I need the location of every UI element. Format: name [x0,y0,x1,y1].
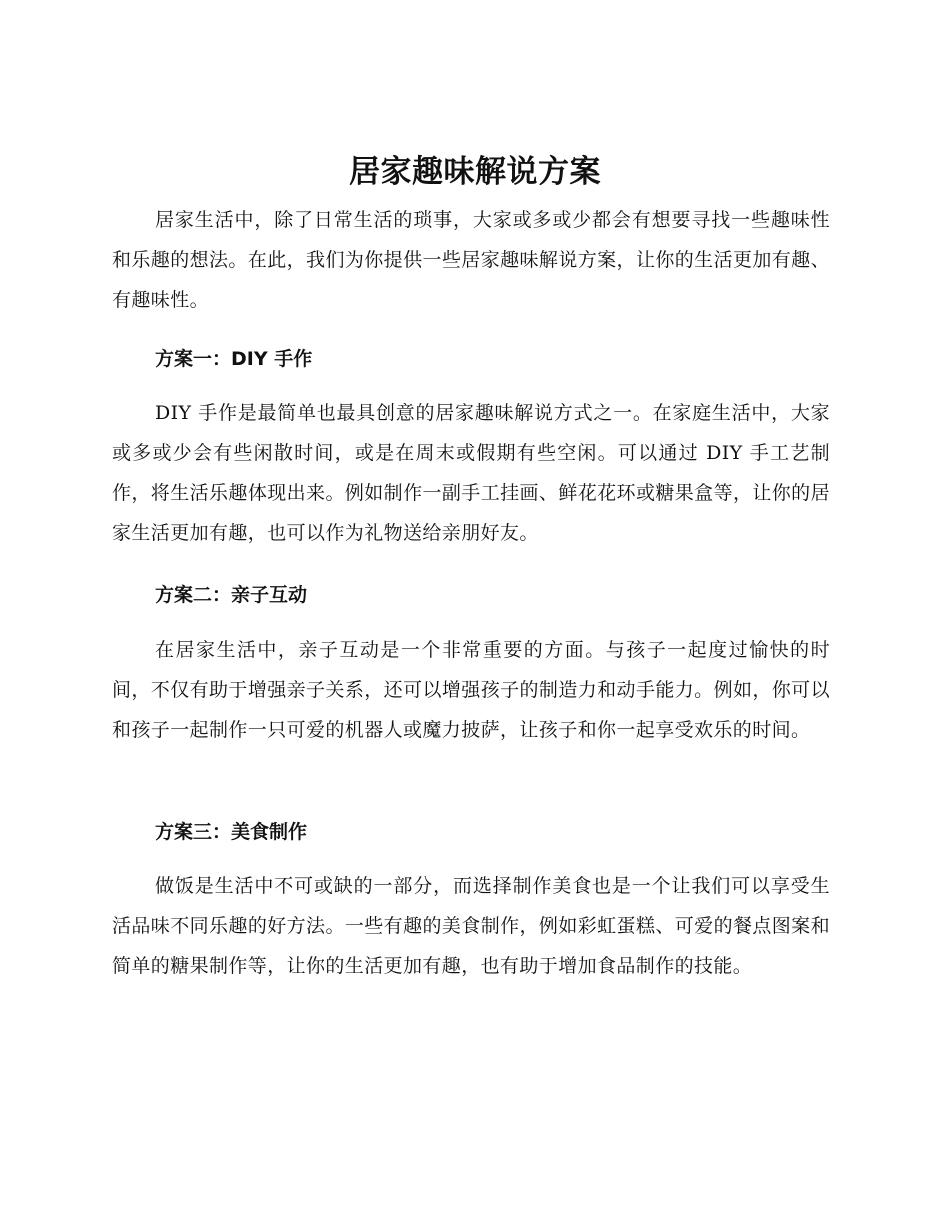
section-heading-parent-child: 方案二：亲子互动 [155,584,308,606]
section-body-diy: DIY 手作是最简单也最具创意的居家趣味解说方式之一。在家庭生活中，大家或多或少会有些闲散时间，或是在周末或假期有些空闲。可以通过 DIY 手工艺制作，将生活乐趣体现出来。例如制作一副手工挂画、鲜花花环或糖果盒等，让你的居家生活更加有趣，也可以作为礼物送给亲朋好友。 [112,402,830,544]
section-heading-diy: 方案一：DIY 手作 [155,348,313,370]
document-title: 居家趣味解说方案 [349,154,601,190]
section-heading-cooking: 方案三：美食制作 [155,821,308,843]
section-body-parent-child: 在居家生活中，亲子互动是一个非常重要的方面。与孩子一起度过愉快的时间，不仅有助于增强亲子关系，还可以增强孩子的制造力和动手能力。例如，你可以和孩子一起制作一只可爱的机器人或魔力披萨，让孩子和你一起享受欢乐的时间。 [112,639,830,741]
intro-paragraph: 居家生活中，除了日常生活的琐事，大家或多或少都会有想要寻找一些趣味性和乐趣的想法。在此，我们为你提供一些居家趣味解说方案，让你的生活更加有趣、有趣味性。 [112,209,830,311]
section-body-cooking: 做饭是生活中不可或缺的一部分，而选择制作美食也是一个让我们可以享受生活品味不同乐趣的好方法。一些有趣的美食制作，例如彩虹蛋糕、可爱的餐点图案和简单的糖果制作等，让你的生活更加有趣，也有助于增加食品制作的技能。 [112,875,830,977]
